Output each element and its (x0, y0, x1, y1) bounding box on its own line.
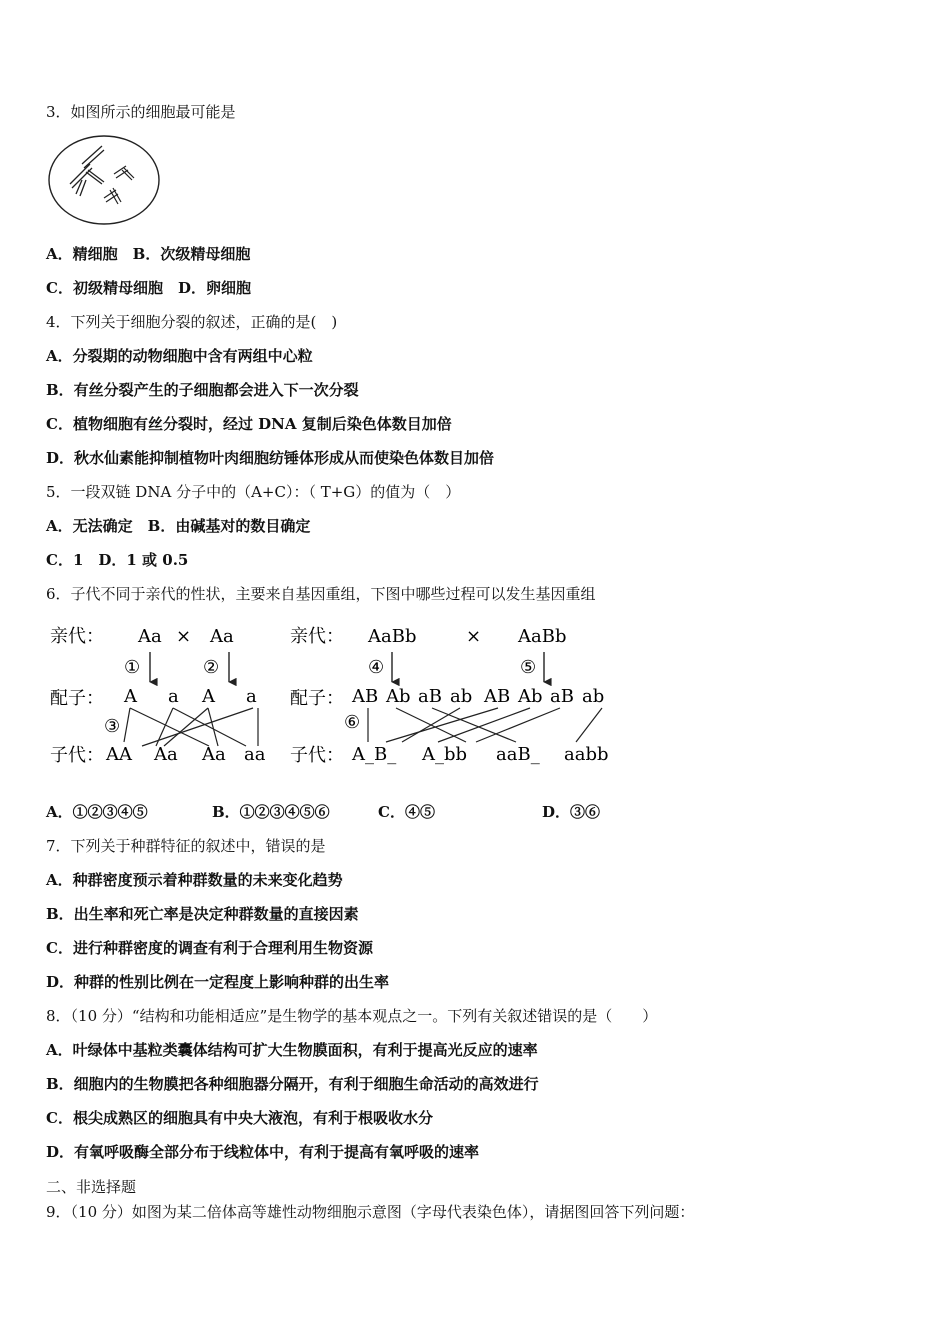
right-gamete-5: AB (484, 686, 511, 707)
q3-options-ab: A．精细胞 B．次级精母细胞 (46, 245, 251, 263)
right-offspring-1: A_B_ (352, 744, 397, 765)
step-3: ③ (104, 716, 121, 737)
step-6: ⑥ (344, 712, 361, 733)
left-offspring-4: aa (244, 744, 266, 765)
right-parent-2: AaBb (518, 626, 567, 647)
left-cross-lines (124, 708, 258, 746)
chromosome-small-2 (104, 188, 121, 204)
right-offspring-2: A_bb (422, 744, 468, 765)
q8-stem: 8．（10 分）“结构和功能相适应”是生物学的基本观点之一。下列有关叙述错误的是（ ） (46, 1007, 658, 1025)
left-cross: × (176, 626, 192, 647)
right-gamete-1: AB (352, 686, 379, 707)
q3-cell-figure (46, 132, 162, 228)
q3-stem: 3．如图所示的细胞最可能是 (46, 103, 236, 121)
right-offspring-4: aabb (564, 744, 609, 765)
right-gamete-8: ab (582, 686, 605, 707)
q8-option-b: B．细胞内的生物膜把各种细胞器分隔开，有利于细胞生命活动的高效进行 (46, 1075, 539, 1093)
left-gamete-1: A (124, 686, 137, 707)
q4-option-b: B．有丝分裂产生的子细胞都会进入下一次分裂 (46, 381, 359, 399)
q9-stem: 9．（10 分）如图为某二倍体高等雄性动物细胞示意图（字母代表染色体），请据图回答下列问题： (46, 1203, 695, 1221)
section-title: 二、非选择题 (46, 1178, 137, 1196)
q5-stem: 5．一段双链 DNA 分子中的（A+C）：（ T+G）的值为（ ） (46, 483, 461, 501)
q6-genetics-diagram (46, 618, 616, 778)
right-cross: × (466, 626, 482, 647)
right-offspring-label: 子代： (290, 745, 344, 766)
step-2: ② (203, 657, 220, 678)
q7-option-b: B．出生率和死亡率是决定种群数量的直接因素 (46, 905, 359, 923)
q8-option-c: C．根尖成熟区的细胞具有中央大液泡，有利于根吸收水分 (46, 1109, 433, 1127)
q7-stem: 7．下列关于种群特征的叙述中，错误的是 (46, 837, 326, 855)
right-parent-label: 亲代： (290, 626, 344, 647)
q7-option-a: A．种群密度预示着种群数量的未来变化趋势 (46, 871, 343, 889)
q4-option-d: D．秋水仙素能抑制植物叶肉细胞纺锤体形成从而使染色体数目加倍 (46, 449, 495, 467)
step-4: ④ (368, 657, 385, 678)
right-offspring-3: aaB_ (496, 744, 540, 765)
q6-option-d: D．③⑥ (542, 803, 601, 821)
left-offspring-3: Aa (202, 744, 226, 765)
q3-options-cd: C．初级精母细胞 D．卵细胞 (46, 279, 251, 297)
q5-options-ab: A．无法确定 B．由碱基对的数目确定 (46, 517, 311, 535)
right-cross-lines (368, 708, 602, 742)
step-5: ⑤ (520, 657, 537, 678)
left-parent-label: 亲代： (50, 626, 104, 647)
right-gamete-6: Ab (518, 686, 543, 707)
left-parent-1: Aa (138, 626, 162, 647)
q8-option-d: D．有氧呼吸酶全部分布于线粒体中，有利于提高有氧呼吸的速率 (46, 1143, 480, 1161)
q4-option-c: C．植物细胞有丝分裂时，经过 DNA 复制后染色体数目加倍 (46, 415, 452, 433)
q6-stem: 6．子代不同于亲代的性状，主要来自基因重组，下图中哪些过程可以发生基因重组 (46, 585, 596, 603)
q6-option-a: A．①②③④⑤ (46, 803, 148, 821)
right-gamete-label: 配子： (290, 688, 344, 709)
q5-options-cd: C．1 D．1 或 0.5 (46, 551, 189, 569)
cell-membrane (49, 136, 159, 224)
q4-stem: 4．下列关于细胞分裂的叙述，正确的是( ) (46, 313, 338, 331)
q6-option-b: B．①②③④⑤⑥ (212, 803, 330, 821)
q7-option-c: C．进行种群密度的调查有利于合理利用生物资源 (46, 939, 373, 957)
chromosome-small-1 (114, 166, 134, 180)
left-offspring-label: 子代： (50, 745, 104, 766)
right-gamete-2: Ab (386, 686, 411, 707)
chromosome-large (70, 146, 104, 196)
right-parent-1: AaBb (368, 626, 417, 647)
right-gamete-7: aB (550, 686, 574, 707)
q7-option-d: D．种群的性别比例在一定程度上影响种群的出生率 (46, 973, 390, 991)
left-offspring-1: AA (106, 744, 132, 765)
left-offspring-2: Aa (154, 744, 178, 765)
left-parent-2: Aa (210, 626, 234, 647)
q6-option-c: C．④⑤ (378, 803, 435, 821)
left-gamete-3: A (202, 686, 215, 707)
left-gamete-2: a (168, 686, 179, 707)
left-gamete-4: a (246, 686, 257, 707)
step-1: ① (124, 657, 141, 678)
q4-option-a: A．分裂期的动物细胞中含有两组中心粒 (46, 347, 313, 365)
left-gamete-label: 配子： (50, 688, 104, 709)
right-gamete-4: ab (450, 686, 473, 707)
q8-option-a: A．叶绿体中基粒类囊体结构可扩大生物膜面积，有利于提高光反应的速率 (46, 1041, 538, 1059)
right-gamete-3: aB (418, 686, 442, 707)
